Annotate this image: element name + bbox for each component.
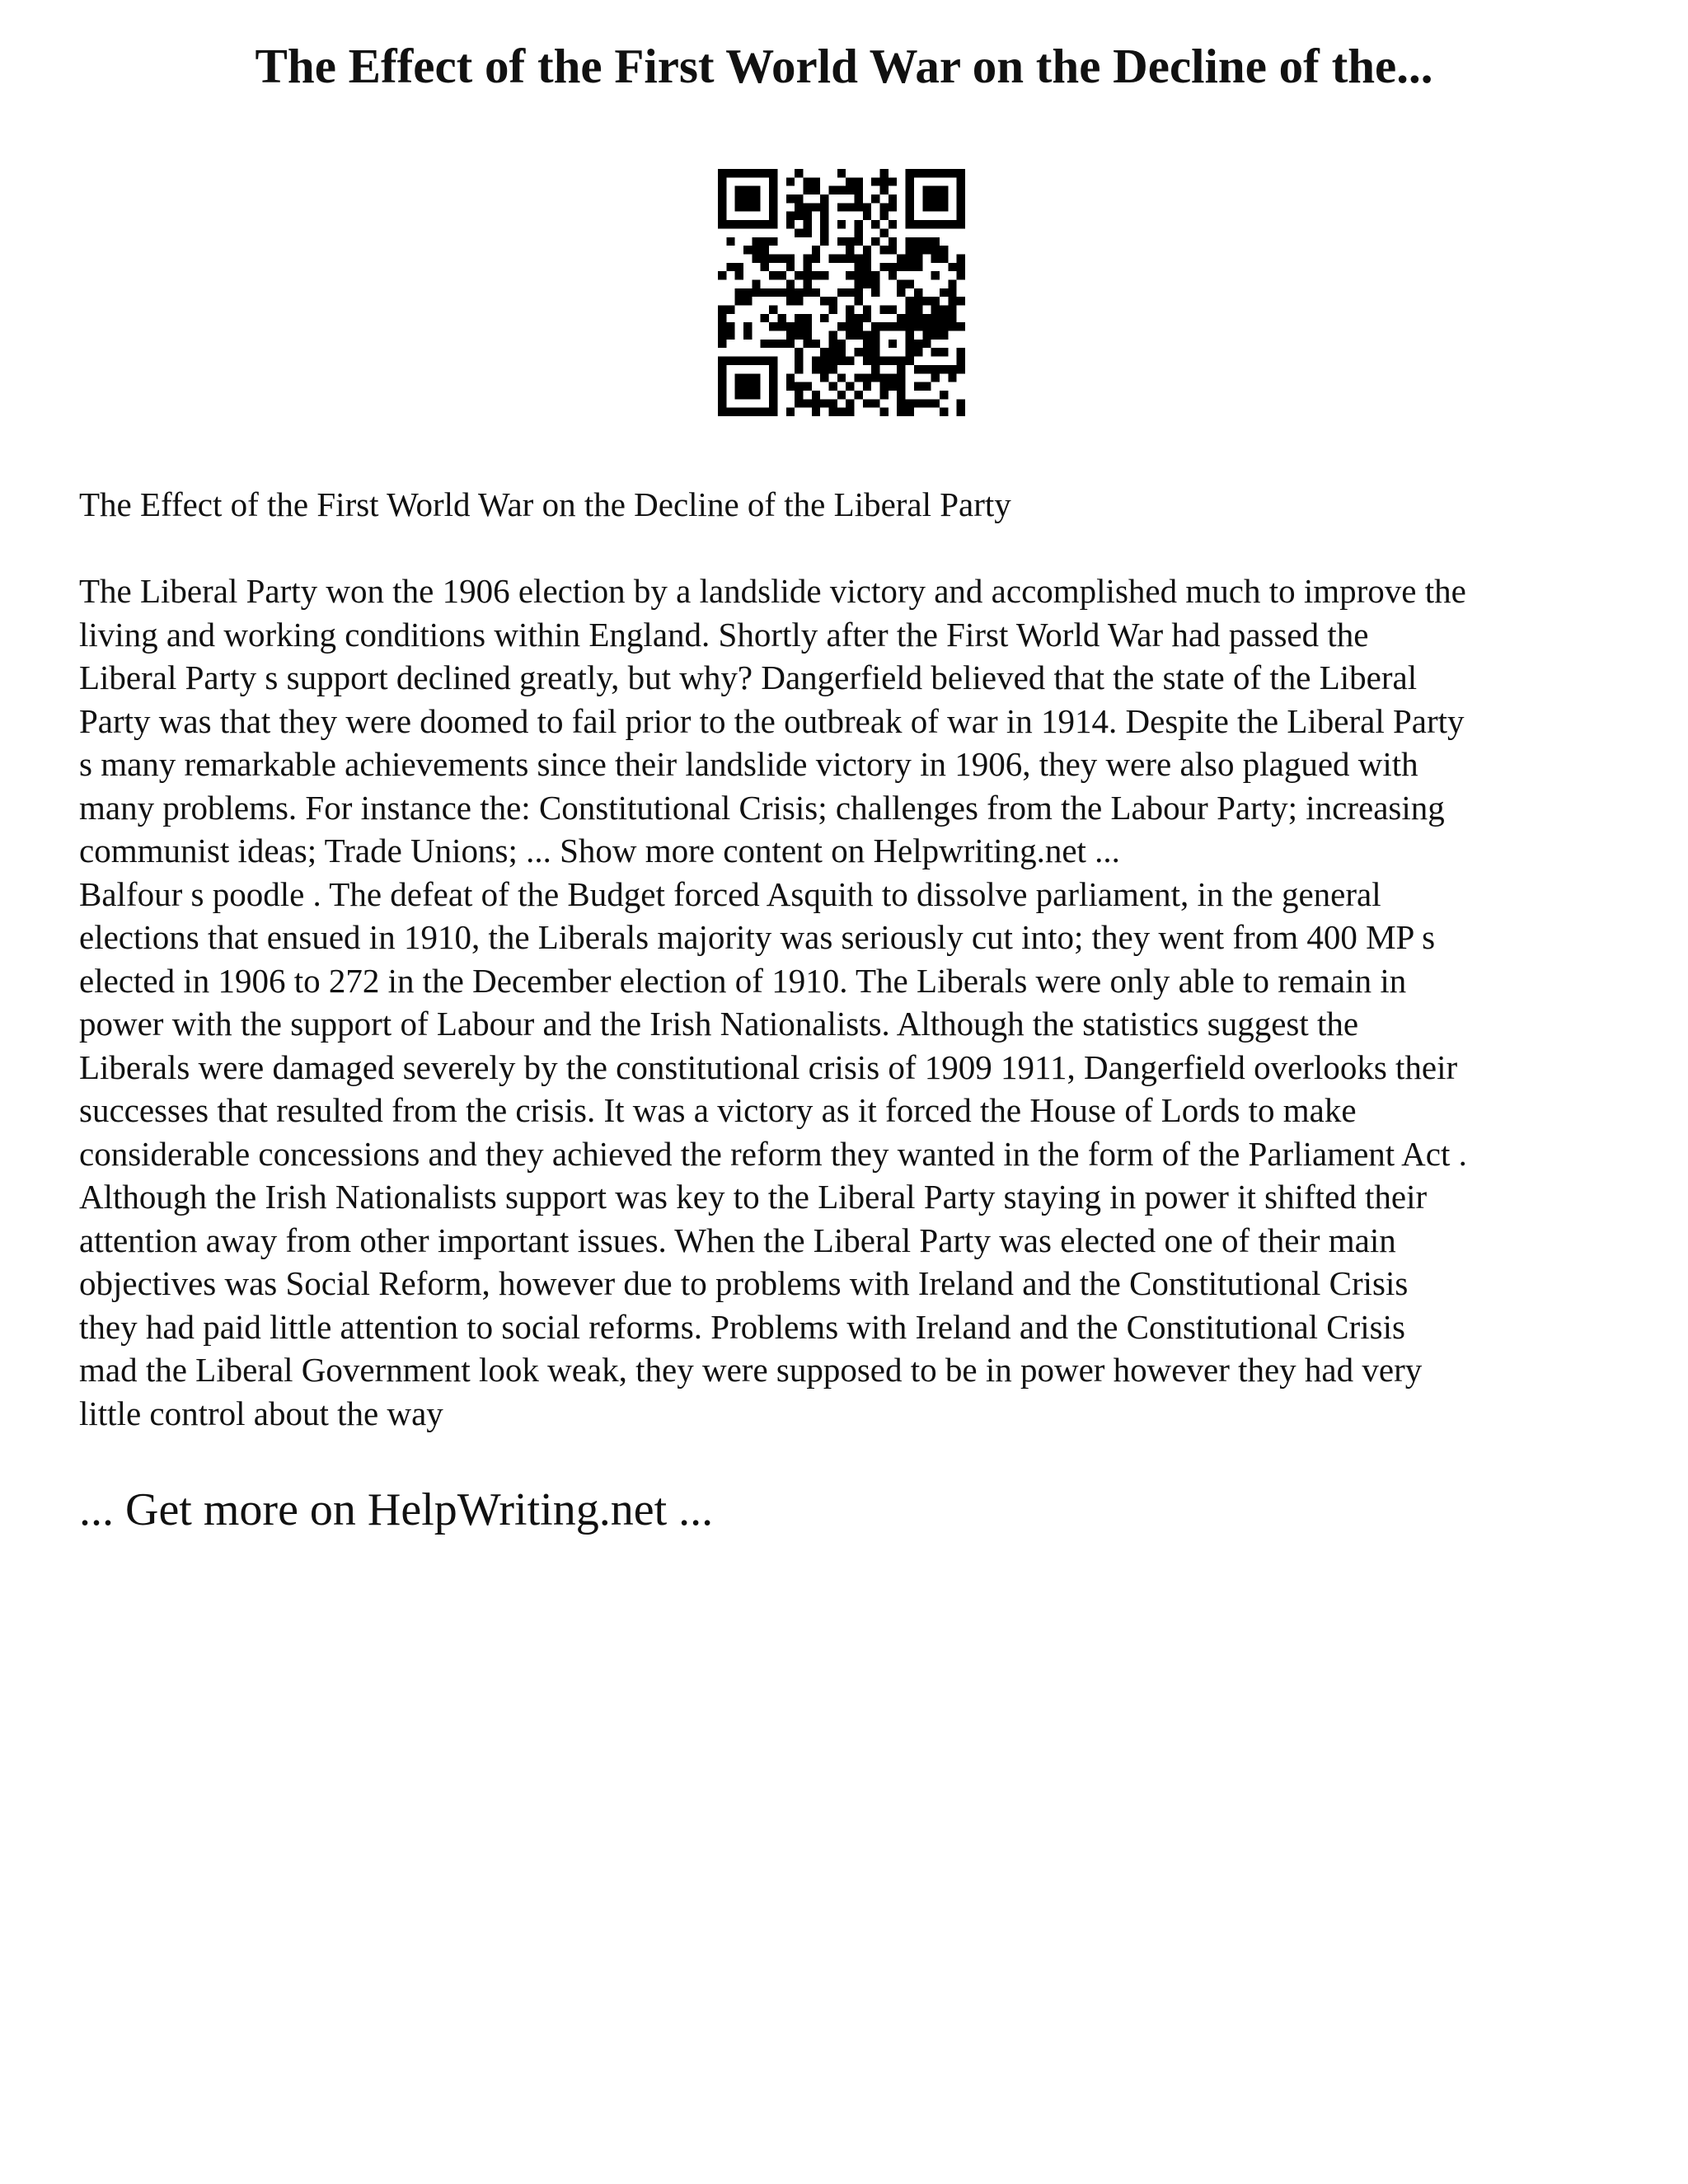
body-line: little control about the way xyxy=(79,1394,443,1432)
page-title: The Effect of the First World War on the Decline of the... xyxy=(255,39,1433,93)
body-line: elections that ensued in 1910, the Liberals majority was seriously cut into; they went from 400 MP s xyxy=(79,918,1436,956)
body-line: Liberal Party s support declined greatly, but why? Dangerfield believed that the state of the Liberal xyxy=(79,658,1418,696)
body-line: Balfour s poodle . The defeat of the Budget forced Asquith to dissolve parliament, in the general xyxy=(79,874,1381,913)
body-line: they had paid little attention to social reforms. Problems with Ireland and the Constitutional Crisis xyxy=(79,1307,1405,1346)
body-line: Liberals were damaged severely by the constitutional crisis of 1909 1911, Dangerfield overlooks their xyxy=(79,1047,1458,1086)
body-line: The Liberal Party won the 1906 election by a landslide victory and accomplished much to improve the xyxy=(79,572,1466,610)
body-line: Although the Irish Nationalists support was key to the Liberal Party staying in power it shifted their xyxy=(79,1178,1428,1216)
document-body xyxy=(79,569,1645,1435)
body-line: s many remarkable achievements since their landslide victory in 1906, they were also plagued with xyxy=(79,745,1418,783)
body-line: power with the support of Labour and the Irish Nationalists. Although the statistics suggest the xyxy=(79,1005,1359,1043)
body-line: many problems. For instance the: Constitutional Crisis; challenges from the Labour Party; increasing xyxy=(79,788,1445,827)
body-line: successes that resulted from the crisis. It was a victory as it forced the House of Lords to make xyxy=(79,1091,1357,1129)
body-line: elected in 1906 to 272 in the December election of 1910. The Liberals were only able to remain in xyxy=(79,961,1407,1000)
body-line: communist ideas; Trade Unions; ... Show more content on Helpwriting.net ... xyxy=(79,832,1120,869)
qr-code-icon xyxy=(718,169,965,416)
body-line: Party was that they were doomed to fail prior to the outbreak of war in 1914. Despite the Liberal Party xyxy=(79,701,1465,740)
document-heading: The Effect of the First World War on the Decline of the Liberal Party xyxy=(79,485,1011,523)
body-line: considerable concessions and they achieved the reform they wanted in the form of the Parliament Act . xyxy=(79,1134,1467,1173)
body-line: attention away from other important issues. When the Liberal Party was elected one of their main xyxy=(79,1221,1396,1259)
body-line: objectives was Social Reform, however due to problems with Ireland and the Constitutional Crisis xyxy=(79,1264,1409,1302)
body-line: living and working conditions within England. Shortly after the First World War had passed the xyxy=(79,615,1369,654)
body-line: mad the Liberal Government look weak, they were supposed to be in power however they had very xyxy=(79,1351,1423,1389)
get-more-link[interactable]: ... Get more on HelpWriting.net ... xyxy=(79,1484,714,1535)
